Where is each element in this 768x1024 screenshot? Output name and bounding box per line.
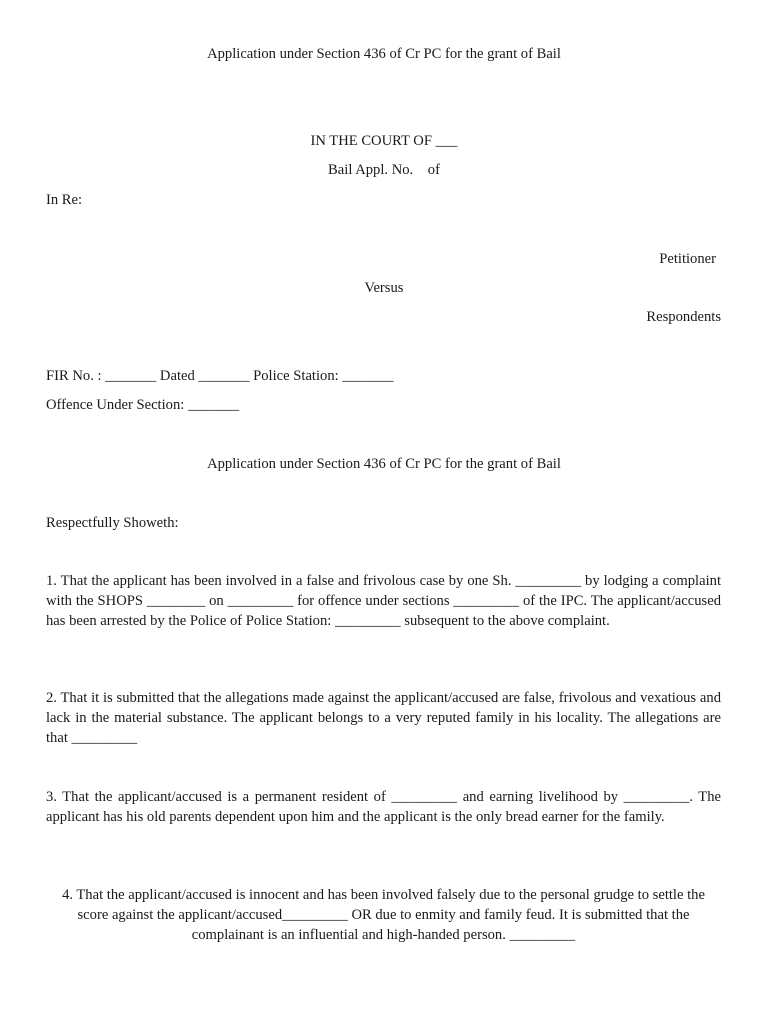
paragraph-3: 3. That the applicant/accused is a permanent resident of _________ and earning livelihood by _________. The applicant has his old parents dependent upon him and the applicant is the only bread earner for the family. [46,789,721,825]
court-line: IN THE COURT OF ___ [310,133,458,149]
respectfully-showeth: Respectfully Showeth: [46,515,179,531]
versus-label: Versus [364,280,404,296]
paragraph-1: 1. That the applicant has been involved in a false and frivolous case by one Sh. _________ by lodging a complaint with the SHOPS ________ on _________ for offence under sections _________ of the IPC. The applicant/accused has been arrested by the Police of Police Station: _________ subsequent to the above complaint. [46,573,721,629]
in-re-label: In Re: [46,192,83,208]
header-title: Application under Section 436 of Cr PC for the grant of Bail [207,46,561,62]
offence-line: Offence Under Section: _______ [46,397,240,413]
bail-application-number: Bail Appl. No. of [328,162,440,178]
respondents-label: Respondents [646,309,721,325]
second-title: Application under Section 436 of Cr PC for the grant of Bail [207,456,561,472]
paragraph-4: 4. That the applicant/accused is innocent and has been involved falsely due to the personal grudge to settle the score against the applicant/accused_________ OR due to enmity and family feud. It is submitted that the complainant is an influential and high-handed person. _________ [62,887,705,943]
petitioner-label: Petitioner [659,251,716,267]
paragraph-2: 2. That it is submitted that the allegations made against the applicant/accused are false, frivolous and vexatious and lack in the material substance. The applicant belongs to a very reputed family in his locality. The allegations are that _________ [46,690,721,746]
fir-line: FIR No. : _______ Dated _______ Police Station: _______ [46,368,394,384]
